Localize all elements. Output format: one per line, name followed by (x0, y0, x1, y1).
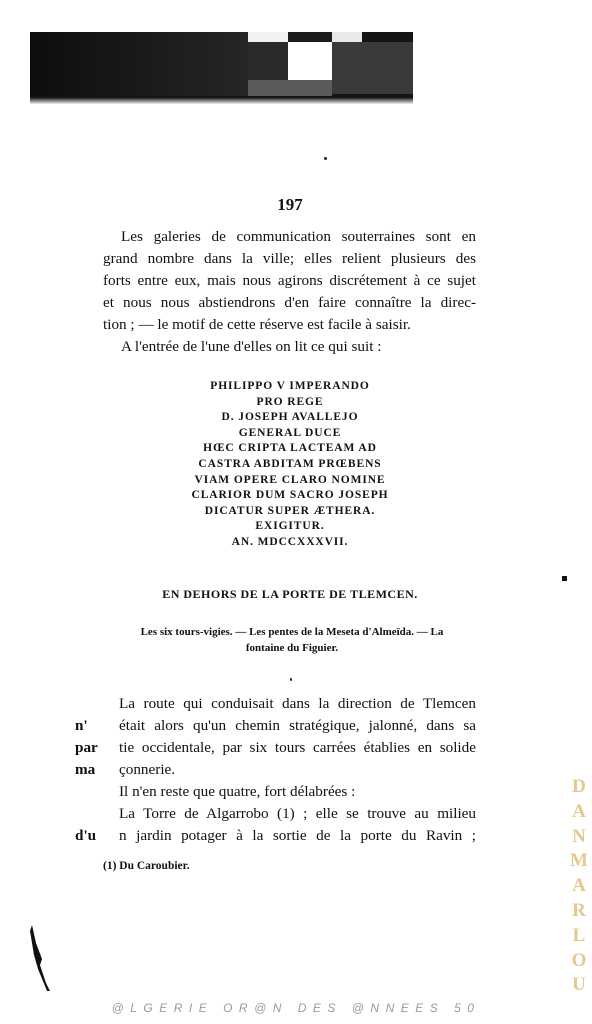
footnote: (1) Du Caroubier. (103, 860, 190, 872)
text-line: n' était alors qu'un chemin stratégique, jalonné, dans sa (75, 717, 476, 734)
inscription-line: CLARIOR DUM SACRO JOSEPH (191, 489, 389, 502)
watermark-letter: M (570, 850, 588, 872)
inscription-line: HŒC CRIPTA LACTEAM AD (203, 442, 377, 455)
watermark-vertical (568, 775, 590, 998)
summary-line: fontaine du Figuier. (245, 642, 339, 654)
watermark-letter: R (572, 899, 586, 921)
watermark-letter: O (571, 949, 587, 971)
paragraph-galeries (103, 226, 476, 358)
text-line: A l'entrée de l'une d'elles on lit ce qui suit : (121, 338, 382, 355)
speck (290, 678, 292, 681)
watermark-letter: A (572, 800, 586, 822)
watermark-letter: N (572, 825, 586, 847)
section-title: EN DEHORS DE LA PORTE DE TLEMCEN. (162, 587, 418, 601)
summary-line: Les six tours-vigies. — Les pentes de la Meseta d'Almeïda. — La (140, 626, 444, 638)
inscription-line: PRO REGE (256, 395, 324, 408)
text-line: grand nombre dans la ville; elles relient plusieurs des (103, 250, 476, 267)
inscription-line: GENERAL DUCE (238, 426, 342, 439)
text-line: et nous nous abstiendrons d'en faire connaître la direc- (103, 294, 476, 311)
text-line: Il n'en reste que quatre, fort délabrées : (119, 783, 356, 800)
text-line: ma çonnerie. (75, 761, 176, 778)
text-line: d'u n jardin potager à la sortie de la porte du Ravin ; (75, 827, 476, 844)
text-line: tion ; — le motif de cette réserve est facile à saisir. (103, 316, 411, 333)
text-line: La route qui conduisait dans la direction de Tlemcen (119, 695, 476, 712)
inscription-line: VIAM OPERE CLARO NOMINE (194, 473, 386, 486)
watermark-letter: L (572, 924, 586, 946)
text-line: La Torre de Algarrobo (1) ; elle se trouve au milieu (119, 805, 476, 822)
latin-inscription (150, 379, 430, 551)
watermark-letter: U (572, 974, 586, 996)
paragraph-route (75, 693, 476, 847)
inscription-line: DICATUR SUPER ÆTHERA. (204, 504, 376, 517)
section-summary (112, 624, 472, 656)
inscription-line: CASTRA ABDITAM PRŒBENS (198, 457, 382, 470)
scan-header-strip (30, 32, 413, 104)
speck (324, 157, 327, 160)
text-line: forts entre eux, mais nous agirons discrétement à ce sujet (103, 272, 476, 289)
speck (562, 576, 567, 581)
inscription-line: PHILIPPO V IMPERANDO (210, 380, 370, 392)
watermark-letter: A (572, 875, 586, 897)
page-number: 197 (277, 195, 303, 214)
watermark-letter: D (572, 776, 586, 797)
text-line: par tie occidentale, par six tours carrées établies en solide (75, 739, 476, 756)
inscription-line: D. JOSEPH AVALLEJO (221, 411, 359, 424)
inscription-line: AN. MDCCXXXVII. (231, 535, 349, 548)
inscription-line: EXIGITUR. (255, 520, 325, 533)
ink-mark (30, 925, 50, 991)
watermark-footer: @LGERIE OR@N DES @NNEES 50 (111, 1001, 481, 1015)
text-line: Les galeries de communication souterraines sont en (121, 228, 476, 245)
